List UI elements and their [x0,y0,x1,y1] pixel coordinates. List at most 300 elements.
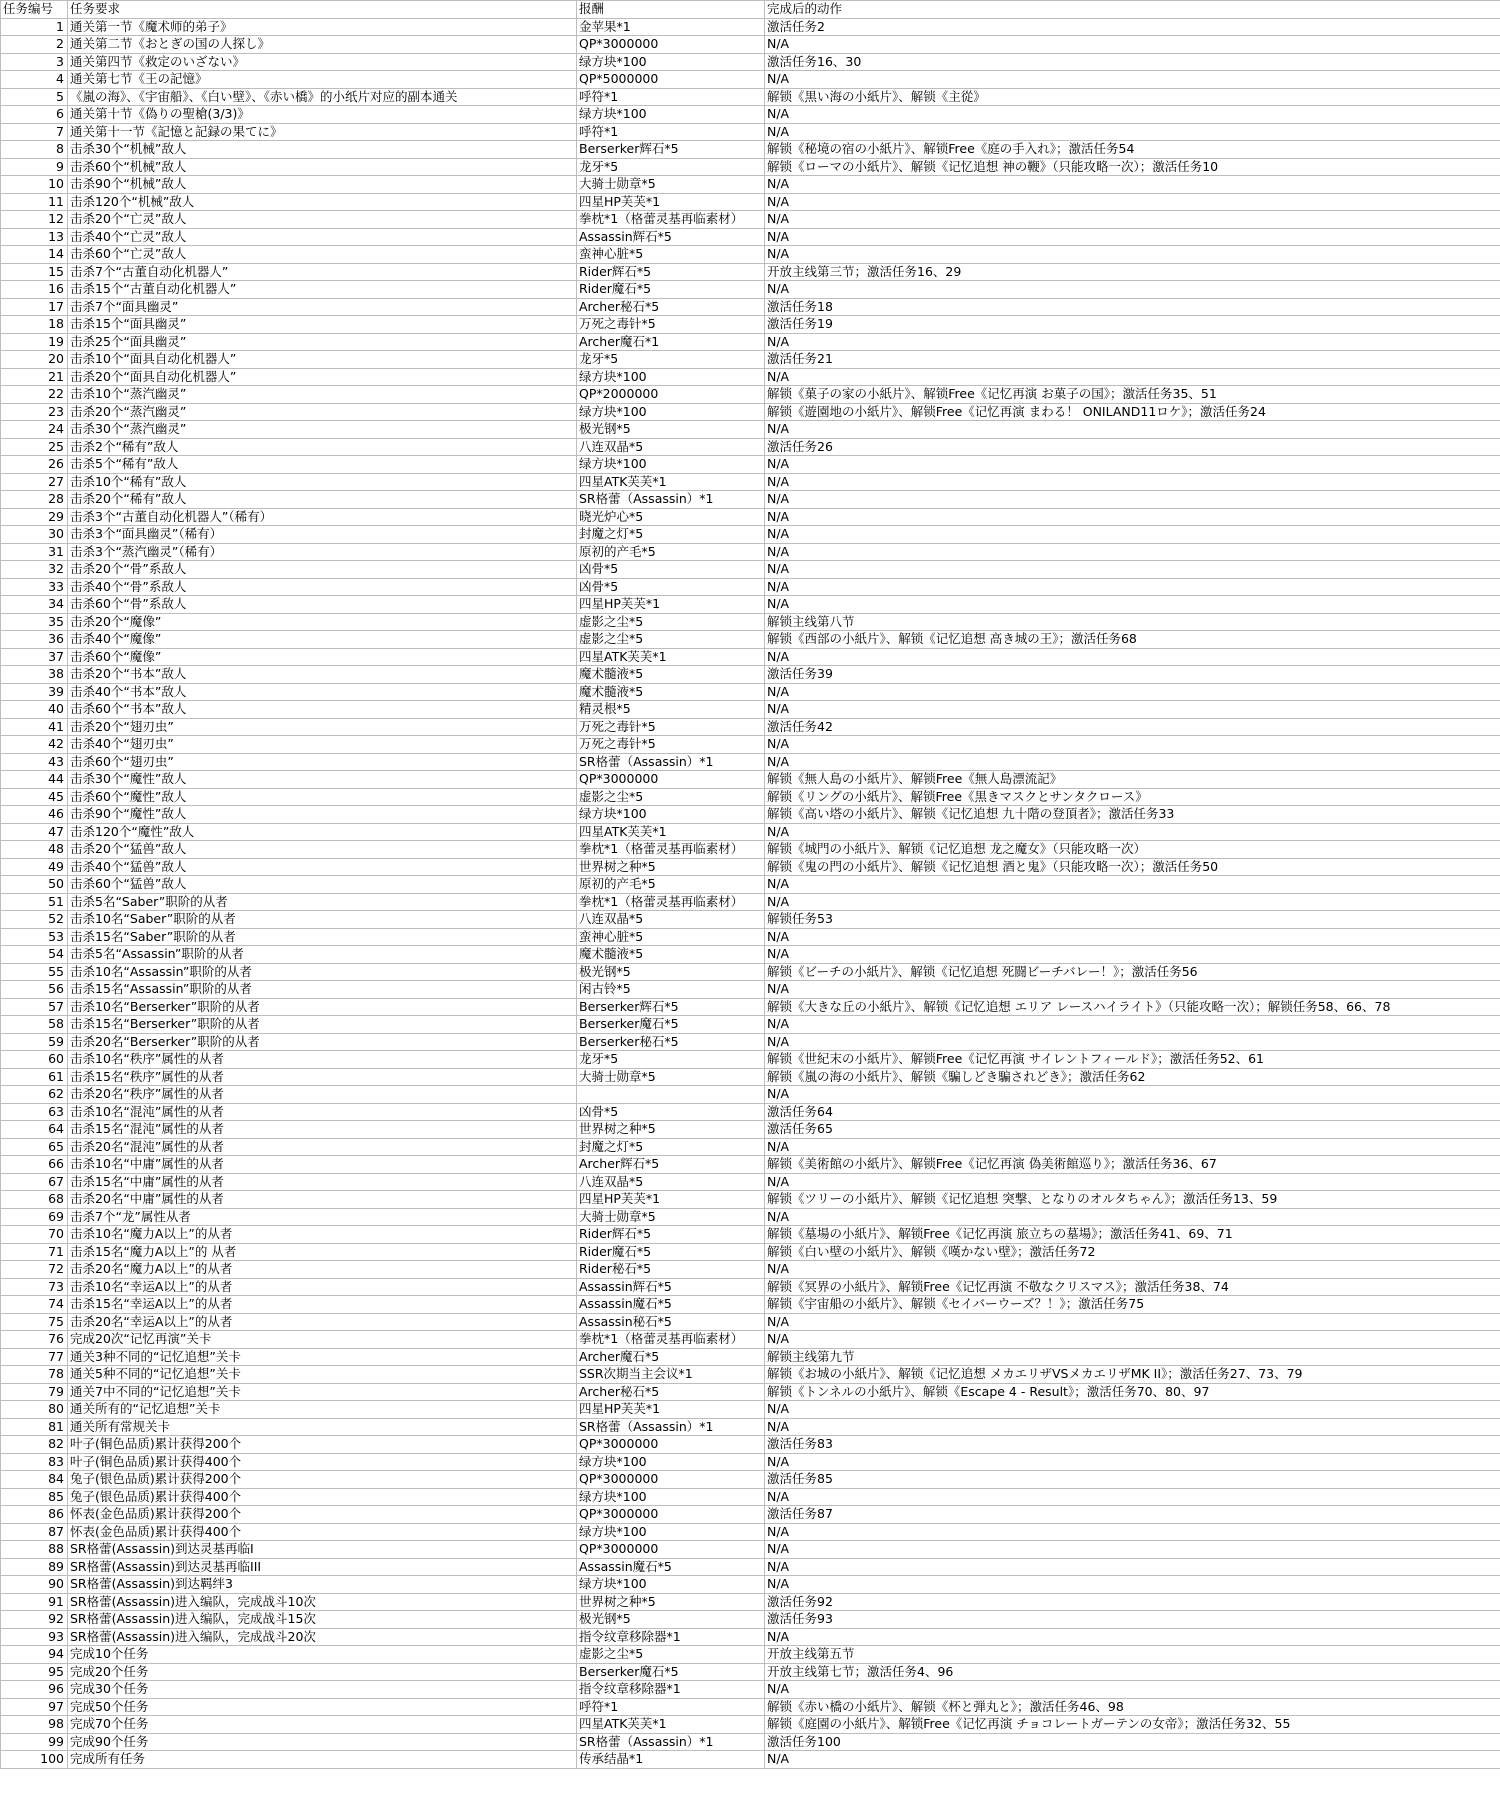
cell-mission-requirement[interactable]: 击杀15个“古董自动化机器人” [68,281,577,299]
cell-mission-number[interactable]: 29 [1,508,68,526]
cell-action[interactable]: 解锁《無人島の小紙片》、解锁Free《無人島漂流記》 [765,771,1500,789]
cell-mission-number[interactable]: 83 [1,1453,68,1471]
cell-action[interactable]: 解锁《美術館の小紙片》、解锁Free《记忆再演 偽美術館巡り》；激活任务36、67 [765,1156,1500,1174]
cell-action[interactable]: N/A [765,1576,1500,1594]
cell-mission-requirement[interactable]: 通关第一节《魔术师的弟子》 [68,18,577,36]
cell-reward[interactable]: 万死之毒针*5 [577,316,765,334]
cell-mission-requirement[interactable]: 击杀5名“Saber”职阶的从者 [68,893,577,911]
cell-mission-requirement[interactable]: 击杀10名“Assassin”职阶的从者 [68,963,577,981]
cell-reward[interactable]: 四星ATK芙芙*1 [577,1716,765,1734]
cell-action[interactable]: 激活任务64 [765,1103,1500,1121]
cell-action[interactable]: 解锁主线第八节 [765,613,1500,631]
cell-mission-requirement[interactable]: 击杀7个“古董自动化机器人” [68,263,577,281]
cell-mission-number[interactable]: 55 [1,963,68,981]
cell-mission-number[interactable]: 59 [1,1033,68,1051]
cell-action[interactable]: N/A [765,228,1500,246]
cell-action[interactable]: N/A [765,876,1500,894]
cell-mission-requirement[interactable]: 击杀15名“Saber”职阶的从者 [68,928,577,946]
cell-mission-number[interactable]: 66 [1,1156,68,1174]
cell-mission-requirement[interactable]: 击杀20个“翅刃虫” [68,718,577,736]
cell-mission-number[interactable]: 77 [1,1348,68,1366]
cell-mission-requirement[interactable]: 击杀60个“骨”系敌人 [68,596,577,614]
cell-reward[interactable]: 封魔之灯*5 [577,526,765,544]
cell-mission-requirement[interactable]: 击杀20个“稀有”敌人 [68,491,577,509]
cell-mission-requirement[interactable]: 击杀20个“蒸汽幽灵” [68,403,577,421]
cell-mission-number[interactable]: 96 [1,1681,68,1699]
cell-reward[interactable]: Assassin辉石*5 [577,228,765,246]
cell-mission-requirement[interactable]: 击杀10个“稀有”敌人 [68,473,577,491]
cell-reward[interactable]: 绿方块*100 [577,1576,765,1594]
cell-action[interactable]: 激活任务19 [765,316,1500,334]
cell-mission-requirement[interactable]: 击杀60个“魔性”敌人 [68,788,577,806]
cell-action[interactable]: N/A [765,561,1500,579]
cell-reward[interactable]: Archer秘石*5 [577,1383,765,1401]
cell-mission-number[interactable]: 44 [1,771,68,789]
cell-action[interactable]: N/A [765,1331,1500,1349]
cell-mission-number[interactable]: 5 [1,88,68,106]
cell-mission-number[interactable]: 15 [1,263,68,281]
cell-reward[interactable]: 虚影之尘*5 [577,631,765,649]
cell-reward[interactable]: 拳枕*1（格蕾灵基再临素材） [577,893,765,911]
cell-reward[interactable]: 绿方块*100 [577,1523,765,1541]
cell-mission-requirement[interactable]: 击杀30个“蒸汽幽灵” [68,421,577,439]
cell-action[interactable]: 解锁《鬼の門の小紙片》、解锁《记忆追想 酒と鬼》（只能攻略一次）；激活任务50 [765,858,1500,876]
cell-mission-requirement[interactable]: 通关第十一节《記憶と記録の果てに》 [68,123,577,141]
cell-mission-number[interactable]: 7 [1,123,68,141]
cell-mission-requirement[interactable]: 击杀15名“秩序”属性的从者 [68,1068,577,1086]
cell-mission-number[interactable]: 91 [1,1593,68,1611]
cell-mission-number[interactable]: 41 [1,718,68,736]
cell-mission-number[interactable]: 16 [1,281,68,299]
cell-mission-requirement[interactable]: 击杀40个“亡灵”敌人 [68,228,577,246]
cell-action[interactable]: N/A [765,753,1500,771]
cell-reward[interactable]: 晓光炉心*5 [577,508,765,526]
cell-mission-number[interactable]: 38 [1,666,68,684]
cell-reward[interactable]: 绿方块*100 [577,53,765,71]
cell-mission-number[interactable]: 13 [1,228,68,246]
cell-reward[interactable]: Assassin辉石*5 [577,1278,765,1296]
cell-reward[interactable]: 虚影之尘*5 [577,1646,765,1664]
cell-reward[interactable]: 原初的产毛*5 [577,876,765,894]
cell-mission-requirement[interactable]: 怀表(金色品质)累计获得400个 [68,1523,577,1541]
cell-mission-requirement[interactable]: 击杀120个“魔性”敌人 [68,823,577,841]
cell-action[interactable]: N/A [765,1523,1500,1541]
cell-action[interactable]: 激活任务2 [765,18,1500,36]
cell-action[interactable]: 解锁《リングの小紙片》、解锁Free《黒きマスクとサンタクロース》 [765,788,1500,806]
cell-action[interactable]: 解锁《お城の小紙片》、解锁《记忆追想 メカエリザVSメカエリザMK II》；激活任务27、73、79 [765,1366,1500,1384]
cell-action[interactable]: 解锁《嵐の海の小紙片》、解锁《騙しどき騙されどき》；激活任务62 [765,1068,1500,1086]
cell-reward[interactable]: 虚影之尘*5 [577,613,765,631]
cell-mission-number[interactable]: 97 [1,1698,68,1716]
cell-mission-number[interactable]: 74 [1,1296,68,1314]
cell-mission-requirement[interactable]: 通关所有的“记忆追想”关卡 [68,1401,577,1419]
cell-reward[interactable]: 传承结晶*1 [577,1751,765,1769]
cell-action[interactable]: 激活任务65 [765,1121,1500,1139]
cell-mission-requirement[interactable]: 叶子(铜色品质)累计获得200个 [68,1436,577,1454]
cell-reward[interactable]: Berserker魔石*5 [577,1016,765,1034]
cell-action[interactable]: 激活任务85 [765,1471,1500,1489]
cell-reward[interactable]: SSR次期当主会议*1 [577,1366,765,1384]
cell-mission-requirement[interactable]: 击杀20名“秩序”属性的从者 [68,1086,577,1104]
cell-action[interactable]: N/A [765,1173,1500,1191]
cell-mission-requirement[interactable]: 通关第四节《救定のいざない》 [68,53,577,71]
cell-action[interactable]: N/A [765,823,1500,841]
cell-mission-number[interactable]: 47 [1,823,68,841]
cell-action[interactable]: N/A [765,106,1500,124]
cell-reward[interactable]: 凶骨*5 [577,1103,765,1121]
cell-action[interactable]: N/A [765,333,1500,351]
cell-mission-requirement[interactable]: 击杀10名“混沌”属性的从者 [68,1103,577,1121]
cell-mission-number[interactable]: 18 [1,316,68,334]
cell-mission-number[interactable]: 24 [1,421,68,439]
cell-mission-number[interactable]: 94 [1,1646,68,1664]
cell-mission-requirement[interactable]: 击杀60个“魔像” [68,648,577,666]
cell-action[interactable]: 解锁《庭園の小紙片》、解锁Free《记忆再演 チョコレートガーテンの女帝》；激活任务32、55 [765,1716,1500,1734]
cell-action[interactable]: N/A [765,596,1500,614]
cell-reward[interactable]: 四星HP芙芙*1 [577,596,765,614]
cell-mission-requirement[interactable]: 击杀40个“猛兽”敌人 [68,858,577,876]
cell-mission-requirement[interactable]: 完成所有任务 [68,1751,577,1769]
cell-mission-number[interactable]: 61 [1,1068,68,1086]
cell-mission-number[interactable]: 100 [1,1751,68,1769]
cell-reward[interactable]: 四星ATK芙芙*1 [577,823,765,841]
cell-reward[interactable]: 拳枕*1（格蕾灵基再临素材） [577,211,765,229]
cell-action[interactable]: 激活任务87 [765,1506,1500,1524]
cell-reward[interactable]: 精灵根*5 [577,701,765,719]
cell-mission-number[interactable]: 72 [1,1261,68,1279]
cell-mission-number[interactable]: 6 [1,106,68,124]
cell-mission-number[interactable]: 35 [1,613,68,631]
cell-action[interactable]: N/A [765,543,1500,561]
cell-mission-requirement[interactable]: 完成50个任务 [68,1698,577,1716]
cell-action[interactable]: 激活任务100 [765,1733,1500,1751]
cell-mission-requirement[interactable]: 击杀3个“面具幽灵”（稀有） [68,526,577,544]
cell-mission-requirement[interactable]: 击杀60个“翅刃虫” [68,753,577,771]
cell-action[interactable]: 解锁《ローマの小紙片》、解锁《记忆追想 神の鞭》（只能攻略一次）；激活任务10 [765,158,1500,176]
cell-mission-requirement[interactable]: 击杀20个“骨”系敌人 [68,561,577,579]
cell-reward[interactable]: 呼符*1 [577,88,765,106]
cell-mission-number[interactable]: 2 [1,36,68,54]
cell-mission-number[interactable]: 70 [1,1226,68,1244]
cell-action[interactable]: N/A [765,176,1500,194]
header-reward[interactable]: 报酬 [577,1,765,19]
cell-reward[interactable]: 世界树之种*5 [577,1121,765,1139]
cell-action[interactable]: N/A [765,648,1500,666]
cell-mission-number[interactable]: 98 [1,1716,68,1734]
cell-mission-number[interactable]: 8 [1,141,68,159]
cell-mission-number[interactable]: 80 [1,1401,68,1419]
cell-reward[interactable]: QP*3000000 [577,771,765,789]
cell-mission-requirement[interactable]: 击杀15名“幸运A以上”的从者 [68,1296,577,1314]
cell-mission-number[interactable]: 51 [1,893,68,911]
cell-mission-number[interactable]: 82 [1,1436,68,1454]
cell-reward[interactable]: 凶骨*5 [577,578,765,596]
cell-action[interactable]: 激活任务18 [765,298,1500,316]
cell-action[interactable]: N/A [765,578,1500,596]
cell-mission-requirement[interactable]: 兔子(银色品质)累计获得200个 [68,1471,577,1489]
cell-action[interactable]: N/A [765,71,1500,89]
cell-action[interactable]: 激活任务26 [765,438,1500,456]
cell-reward[interactable]: 世界树之种*5 [577,858,765,876]
cell-action[interactable]: 激活任务92 [765,1593,1500,1611]
cell-action[interactable]: N/A [765,508,1500,526]
cell-action[interactable]: 解锁主线第九节 [765,1348,1500,1366]
cell-reward[interactable]: 金苹果*1 [577,18,765,36]
cell-mission-number[interactable]: 46 [1,806,68,824]
cell-reward[interactable]: 原初的产毛*5 [577,543,765,561]
cell-mission-number[interactable]: 92 [1,1611,68,1629]
cell-reward[interactable]: 四星HP芙芙*1 [577,1401,765,1419]
cell-reward[interactable]: 绿方块*100 [577,403,765,421]
cell-action[interactable]: 解锁《ツリーの小紙片》、解锁《记忆追想 突撃、となりのオルタちゃん》；激活任务13、59 [765,1191,1500,1209]
cell-action[interactable]: N/A [765,1401,1500,1419]
cell-reward[interactable]: 八连双晶*5 [577,1173,765,1191]
cell-reward[interactable]: Rider辉石*5 [577,263,765,281]
cell-mission-requirement[interactable]: 击杀20名“Berserker”职阶的从者 [68,1033,577,1051]
cell-reward[interactable]: 魔术髓液*5 [577,946,765,964]
cell-mission-requirement[interactable]: 通关3种不同的“记忆追想”关卡 [68,1348,577,1366]
cell-action[interactable]: 解锁《ビーチの小紙片》、解锁《记忆追想 死闘ビーチバレー！》；激活任务56 [765,963,1500,981]
cell-reward[interactable]: QP*2000000 [577,386,765,404]
cell-mission-requirement[interactable]: 击杀10名“Berserker”职阶的从者 [68,998,577,1016]
cell-action[interactable]: N/A [765,456,1500,474]
cell-mission-number[interactable]: 65 [1,1138,68,1156]
cell-mission-number[interactable]: 42 [1,736,68,754]
cell-action[interactable]: 解锁《宇宙船の小紙片》、解锁《セイバーウーズ？！》；激活任务75 [765,1296,1500,1314]
cell-action[interactable]: N/A [765,526,1500,544]
cell-action[interactable]: N/A [765,1261,1500,1279]
cell-mission-requirement[interactable]: SR格蕾(Assassin)到达灵基再临III [68,1558,577,1576]
cell-reward[interactable]: 极光钢*5 [577,421,765,439]
cell-mission-number[interactable]: 75 [1,1313,68,1331]
cell-reward[interactable]: QP*3000000 [577,1436,765,1454]
cell-mission-requirement[interactable]: 通关所有常规关卡 [68,1418,577,1436]
cell-action[interactable]: N/A [765,491,1500,509]
cell-mission-number[interactable]: 48 [1,841,68,859]
cell-mission-number[interactable]: 57 [1,998,68,1016]
cell-mission-number[interactable]: 22 [1,386,68,404]
cell-reward[interactable]: SR格蕾（Assassin）*1 [577,753,765,771]
cell-mission-requirement[interactable]: 击杀90个“魔性”敌人 [68,806,577,824]
cell-mission-requirement[interactable]: 击杀2个“稀有”敌人 [68,438,577,456]
cell-mission-requirement[interactable]: 击杀20名“幸运A以上”的从者 [68,1313,577,1331]
cell-reward[interactable]: 魔术髓液*5 [577,666,765,684]
cell-mission-requirement[interactable]: 完成10个任务 [68,1646,577,1664]
cell-mission-number[interactable]: 26 [1,456,68,474]
cell-action[interactable]: N/A [765,1016,1500,1034]
cell-reward[interactable]: Rider辉石*5 [577,1226,765,1244]
cell-mission-number[interactable]: 81 [1,1418,68,1436]
cell-mission-requirement[interactable]: 叶子(铜色品质)累计获得400个 [68,1453,577,1471]
cell-reward[interactable]: Berserker辉石*5 [577,141,765,159]
cell-mission-requirement[interactable]: 怀表(金色品质)累计获得200个 [68,1506,577,1524]
cell-mission-requirement[interactable]: 击杀7个“龙”属性从者 [68,1208,577,1226]
cell-mission-requirement[interactable]: 击杀40个“魔像” [68,631,577,649]
cell-reward[interactable]: 世界树之种*5 [577,1593,765,1611]
cell-action[interactable]: 解锁《城門の小紙片》、解锁《记忆追想 龙之魔女》（只能攻略一次） [765,841,1500,859]
cell-mission-requirement[interactable]: SR格蕾(Assassin)进入编队，完成战斗10次 [68,1593,577,1611]
cell-mission-requirement[interactable]: 击杀20名“中庸”属性的从者 [68,1191,577,1209]
cell-mission-requirement[interactable]: SR格蕾(Assassin)到达灵基再临I [68,1541,577,1559]
cell-action[interactable]: N/A [765,701,1500,719]
cell-mission-number[interactable]: 34 [1,596,68,614]
cell-mission-number[interactable]: 76 [1,1331,68,1349]
cell-mission-number[interactable]: 58 [1,1016,68,1034]
cell-action[interactable]: 激活任务42 [765,718,1500,736]
cell-mission-requirement[interactable]: 完成20次“记忆再演”关卡 [68,1331,577,1349]
cell-action[interactable]: 激活任务83 [765,1436,1500,1454]
cell-mission-number[interactable]: 10 [1,176,68,194]
cell-mission-requirement[interactable]: 兔子(银色品质)累计获得400个 [68,1488,577,1506]
cell-mission-number[interactable]: 32 [1,561,68,579]
cell-mission-number[interactable]: 17 [1,298,68,316]
cell-reward[interactable]: SR格蕾（Assassin）*1 [577,1733,765,1751]
cell-mission-number[interactable]: 87 [1,1523,68,1541]
cell-action[interactable]: N/A [765,1751,1500,1769]
cell-mission-number[interactable]: 90 [1,1576,68,1594]
cell-mission-requirement[interactable]: 击杀20个“书本”敌人 [68,666,577,684]
cell-action[interactable]: N/A [765,368,1500,386]
cell-mission-number[interactable]: 62 [1,1086,68,1104]
cell-mission-requirement[interactable]: 击杀60个“猛兽”敌人 [68,876,577,894]
cell-action[interactable]: 开放主线第七节；激活任务4、96 [765,1663,1500,1681]
cell-mission-number[interactable]: 30 [1,526,68,544]
cell-reward[interactable]: 拳枕*1（格蕾灵基再临素材） [577,841,765,859]
cell-mission-number[interactable]: 86 [1,1506,68,1524]
cell-mission-requirement[interactable]: 击杀3个“蒸汽幽灵”（稀有） [68,543,577,561]
cell-action[interactable]: N/A [765,1558,1500,1576]
cell-reward[interactable]: 魔术髓液*5 [577,683,765,701]
cell-action[interactable]: 解锁《墓場の小紙片》、解锁Free《记忆再演 旅立ちの墓場》；激活任务41、69、71 [765,1226,1500,1244]
cell-action[interactable]: 解锁《黒い海の小紙片》、解锁《主從》 [765,88,1500,106]
cell-reward[interactable]: 闲古铃*5 [577,981,765,999]
cell-reward[interactable]: Berserker辉石*5 [577,998,765,1016]
cell-mission-number[interactable]: 40 [1,701,68,719]
cell-mission-requirement[interactable]: 击杀10名“中庸”属性的从者 [68,1156,577,1174]
cell-reward[interactable]: 大骑士勋章*5 [577,176,765,194]
cell-reward[interactable]: 绿方块*100 [577,1453,765,1471]
cell-action[interactable]: 解锁《西部の小紙片》、解锁《记忆追想 高き城の王》；激活任务68 [765,631,1500,649]
cell-mission-number[interactable]: 84 [1,1471,68,1489]
cell-action[interactable]: 解锁《大きな丘の小紙片》、解锁《记忆追想 エリア レースハイライト》（只能攻略一次）；解锁任务58、66、78 [765,998,1500,1016]
cell-mission-requirement[interactable]: 击杀60个“亡灵”敌人 [68,246,577,264]
cell-reward[interactable]: 大骑士勋章*5 [577,1208,765,1226]
cell-reward[interactable]: Archer魔石*1 [577,333,765,351]
cell-mission-number[interactable]: 93 [1,1628,68,1646]
cell-reward[interactable]: 绿方块*100 [577,806,765,824]
cell-reward[interactable]: 封魔之灯*5 [577,1138,765,1156]
cell-mission-requirement[interactable]: 击杀15个“面具幽灵” [68,316,577,334]
cell-mission-requirement[interactable]: 击杀10名“魔力A以上”的从者 [68,1226,577,1244]
cell-mission-number[interactable]: 71 [1,1243,68,1261]
cell-action[interactable]: 激活任务39 [765,666,1500,684]
cell-mission-requirement[interactable]: 击杀30个“机械”敌人 [68,141,577,159]
cell-mission-number[interactable]: 43 [1,753,68,771]
cell-reward[interactable]: 极光钢*5 [577,963,765,981]
cell-mission-requirement[interactable]: 击杀120个“机械”敌人 [68,193,577,211]
cell-action[interactable]: N/A [765,1313,1500,1331]
cell-mission-requirement[interactable]: 通关第七节《王の記憶》 [68,71,577,89]
cell-action[interactable]: N/A [765,1488,1500,1506]
cell-action[interactable]: N/A [765,1208,1500,1226]
cell-reward[interactable]: Rider魔石*5 [577,1243,765,1261]
cell-mission-number[interactable]: 14 [1,246,68,264]
cell-action[interactable]: N/A [765,421,1500,439]
cell-reward[interactable]: 四星HP芙芙*1 [577,1191,765,1209]
cell-reward[interactable]: 万死之毒针*5 [577,736,765,754]
cell-reward[interactable]: 蛮神心脏*5 [577,246,765,264]
cell-action[interactable]: 激活任务16、30 [765,53,1500,71]
cell-mission-requirement[interactable]: 完成30个任务 [68,1681,577,1699]
cell-mission-requirement[interactable]: 击杀20名“魔力A以上”的从者 [68,1261,577,1279]
cell-reward[interactable]: 绿方块*100 [577,368,765,386]
cell-mission-requirement[interactable]: 击杀15名“Berserker”职阶的从者 [68,1016,577,1034]
cell-mission-requirement[interactable]: 击杀10个“面具自动化机器人” [68,351,577,369]
cell-action[interactable]: 解锁《高い塔の小紙片》、解锁《记忆追想 九十階の登頂者》；激活任务33 [765,806,1500,824]
cell-mission-requirement[interactable]: 通关7中不同的“记忆追想”关卡 [68,1383,577,1401]
cell-reward[interactable]: 万死之毒针*5 [577,718,765,736]
cell-mission-requirement[interactable]: 击杀60个“书本”敌人 [68,701,577,719]
cell-reward[interactable]: Assassin魔石*5 [577,1558,765,1576]
cell-mission-requirement[interactable]: SR格蕾(Assassin)进入编队，完成战斗15次 [68,1611,577,1629]
cell-mission-requirement[interactable]: 击杀60个“机械”敌人 [68,158,577,176]
cell-mission-requirement[interactable]: 击杀90个“机械”敌人 [68,176,577,194]
cell-action[interactable]: N/A [765,1138,1500,1156]
cell-mission-number[interactable]: 19 [1,333,68,351]
cell-reward[interactable]: 大骑士勋章*5 [577,1068,765,1086]
cell-reward[interactable]: 虚影之尘*5 [577,788,765,806]
cell-mission-requirement[interactable]: 《嵐の海》、《宇宙船》、《白い壁》、《赤い橋》的小纸片对应的副本通关 [68,88,577,106]
cell-action[interactable]: N/A [765,473,1500,491]
cell-mission-number[interactable]: 53 [1,928,68,946]
cell-mission-requirement[interactable]: 完成90个任务 [68,1733,577,1751]
cell-action[interactable]: N/A [765,946,1500,964]
cell-reward[interactable]: 拳枕*1（格蕾灵基再临素材） [577,1331,765,1349]
cell-action[interactable]: N/A [765,1628,1500,1646]
cell-mission-number[interactable]: 56 [1,981,68,999]
cell-mission-number[interactable]: 33 [1,578,68,596]
cell-reward[interactable]: QP*3000000 [577,1541,765,1559]
cell-action[interactable]: N/A [765,1541,1500,1559]
cell-reward[interactable]: 指令纹章移除器*1 [577,1628,765,1646]
cell-action[interactable]: 解锁任务53 [765,911,1500,929]
cell-reward[interactable]: 龙牙*5 [577,1051,765,1069]
cell-reward[interactable]: Assassin秘石*5 [577,1313,765,1331]
cell-action[interactable]: N/A [765,36,1500,54]
cell-mission-number[interactable]: 31 [1,543,68,561]
cell-mission-number[interactable]: 79 [1,1383,68,1401]
cell-mission-requirement[interactable]: 击杀15名“Assassin”职阶的从者 [68,981,577,999]
cell-reward[interactable]: Assassin魔石*5 [577,1296,765,1314]
cell-mission-number[interactable]: 27 [1,473,68,491]
cell-action[interactable]: 激活任务21 [765,351,1500,369]
cell-mission-number[interactable]: 45 [1,788,68,806]
cell-action[interactable]: N/A [765,1418,1500,1436]
cell-mission-requirement[interactable]: 击杀20个“亡灵”敌人 [68,211,577,229]
cell-mission-requirement[interactable]: 击杀25个“面具幽灵” [68,333,577,351]
cell-mission-requirement[interactable]: 完成20个任务 [68,1663,577,1681]
cell-action[interactable]: N/A [765,928,1500,946]
cell-action[interactable]: 开放主线第五节 [765,1646,1500,1664]
cell-mission-requirement[interactable]: 击杀30个“魔性”敌人 [68,771,577,789]
cell-action[interactable]: 解锁《トンネルの小紙片》、解锁《Escape 4 - Result》；激活任务70、80、97 [765,1383,1500,1401]
cell-mission-number[interactable]: 68 [1,1191,68,1209]
cell-reward[interactable]: QP*3000000 [577,1506,765,1524]
cell-mission-number[interactable]: 37 [1,648,68,666]
cell-mission-number[interactable]: 1 [1,18,68,36]
cell-mission-requirement[interactable]: 击杀15名“混沌”属性的从者 [68,1121,577,1139]
cell-action[interactable]: 激活任务93 [765,1611,1500,1629]
